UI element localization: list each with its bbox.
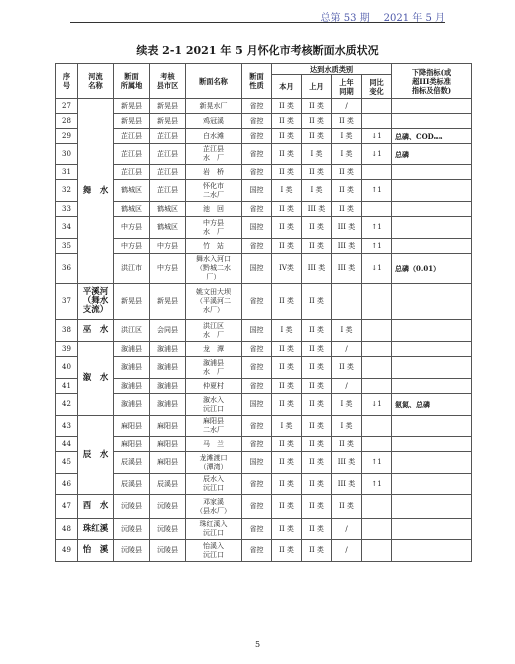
cell-section-nature: 国控: [242, 254, 272, 284]
cell-last-month: III 类: [302, 202, 332, 217]
cell-location: 新晃县: [114, 99, 150, 114]
cell-section-name: 马 兰: [186, 437, 242, 452]
cell-last-month: II 类: [302, 320, 332, 342]
cell-last-month: II 类: [302, 114, 332, 129]
table-row: [56, 540, 472, 562]
cell-last-month: II 类: [302, 379, 332, 394]
cell-last-year: I 类: [332, 129, 362, 144]
cell-section-name: 舞水入河口 （黔城二水 厂）: [186, 254, 242, 284]
cell-assessed-county: 会同县: [150, 320, 186, 342]
cell-section-name: 芷江县 水 厂: [186, 144, 242, 165]
cell-section-name: 姚文田大坝 （平溪河二 水厂）: [186, 284, 242, 320]
cell-section-nature: 省控: [242, 114, 272, 129]
cell-location: 麻阳县: [114, 437, 150, 452]
table-row: [56, 416, 472, 437]
cell-assessed-county: 溆浦县: [150, 357, 186, 379]
cell-assessed-county: 芷江县: [150, 144, 186, 165]
cell-section-nature: 省控: [242, 284, 272, 320]
cell-assessed-county: 新晃县: [150, 99, 186, 114]
cell-section-nature: 省控: [242, 437, 272, 452]
col-header-seq: 序 号: [56, 64, 78, 99]
cell-yoy-change: [362, 202, 392, 217]
cell-indicator: [392, 180, 472, 202]
cell-seq: 36: [56, 254, 78, 284]
cell-section-name: 池 回: [186, 202, 242, 217]
col-header-last-year: 上年 同期: [332, 75, 362, 99]
cell-assessed-county: 新晃县: [150, 284, 186, 320]
cell-assessed-county: 沅陵县: [150, 519, 186, 540]
cell-section-name: 怡溪入 沅江口: [186, 540, 242, 562]
cell-yoy-change: [362, 99, 392, 114]
cell-section-nature: 省控: [242, 165, 272, 180]
cell-seq: 45: [56, 452, 78, 474]
page-number: 5: [254, 640, 261, 649]
cell-assessed-county: 麻阳县: [150, 437, 186, 452]
cell-location: 溆浦县: [114, 394, 150, 416]
cell-yoy-change: [362, 320, 392, 342]
table-row: [56, 144, 472, 165]
cell-this-month: II 类: [272, 202, 302, 217]
cell-indicator: [392, 474, 472, 495]
table-row: [56, 202, 472, 217]
cell-yoy-change: [362, 342, 392, 357]
cell-indicator: [392, 452, 472, 474]
cell-section-name: 珠红溪入 沅江口: [186, 519, 242, 540]
cell-last-month: II 类: [302, 519, 332, 540]
col-header-water-quality-group: 达到水质类别: [272, 64, 392, 75]
table-row: [56, 129, 472, 144]
cell-this-month: II 类: [272, 165, 302, 180]
cell-indicator: [392, 437, 472, 452]
cell-indicator: 氨氮、总磷: [392, 394, 472, 416]
cell-last-month: II 类: [302, 99, 332, 114]
cell-last-month: II 类: [302, 342, 332, 357]
cell-last-year: I 类: [332, 144, 362, 165]
cell-last-year: II 类: [332, 180, 362, 202]
cell-seq: 44: [56, 437, 78, 452]
cell-seq: 35: [56, 239, 78, 254]
cell-location: 溆浦县: [114, 357, 150, 379]
cell-assessed-county: 溆浦县: [150, 342, 186, 357]
table-row: [56, 452, 472, 474]
cell-assessed-county: 辰溪县: [150, 474, 186, 495]
cell-last-year: III 类: [332, 474, 362, 495]
cell-location: 洪江市: [114, 254, 150, 284]
table-row: [56, 254, 472, 284]
cell-location: 鹤城区: [114, 202, 150, 217]
cell-location: 中方县: [114, 239, 150, 254]
cell-section-name: 中方县 水 厂: [186, 217, 242, 239]
cell-yoy-change: ↓1: [362, 144, 392, 165]
col-header-section-nature: 断面 性质: [242, 64, 272, 99]
cell-seq: 32: [56, 180, 78, 202]
table-row: [56, 165, 472, 180]
cell-section-nature: 省控: [242, 474, 272, 495]
cell-last-month: II 类: [302, 284, 332, 320]
cell-location: 中方县: [114, 217, 150, 239]
cell-last-month: II 类: [302, 416, 332, 437]
cell-this-month: II 类: [272, 217, 302, 239]
cell-indicator: [392, 239, 472, 254]
cell-last-month: II 类: [302, 495, 332, 519]
cell-location: 沅陵县: [114, 495, 150, 519]
table-row: [56, 437, 472, 452]
cell-section-nature: 省控: [242, 416, 272, 437]
cell-location: 洪江区: [114, 320, 150, 342]
cell-river: 巫 水: [78, 320, 114, 342]
table-row: [56, 495, 472, 519]
cell-last-month: II 类: [302, 452, 332, 474]
table-row: [56, 379, 472, 394]
cell-indicator: [392, 342, 472, 357]
cell-section-name: 龙滩渡口 （潭湾）: [186, 452, 242, 474]
cell-this-month: II 类: [272, 144, 302, 165]
cell-seq: 49: [56, 540, 78, 562]
cell-assessed-county: 麻阳县: [150, 416, 186, 437]
cell-last-month: I 类: [302, 180, 332, 202]
cell-location: 麻阳县: [114, 416, 150, 437]
issue-date: 2021 年 5 月: [383, 13, 445, 24]
table-row: [56, 217, 472, 239]
cell-indicator: [392, 202, 472, 217]
cell-indicator: [392, 357, 472, 379]
cell-last-year: II 类: [332, 202, 362, 217]
cell-indicator: [392, 495, 472, 519]
cell-last-year: III 类: [332, 452, 362, 474]
cell-this-month: II 类: [272, 342, 302, 357]
table-row: [56, 180, 472, 202]
cell-seq: 29: [56, 129, 78, 144]
cell-this-month: I 类: [272, 320, 302, 342]
cell-last-month: I 类: [302, 144, 332, 165]
cell-last-year: III 类: [332, 239, 362, 254]
cell-location: 芷江县: [114, 129, 150, 144]
cell-indicator: [392, 114, 472, 129]
cell-yoy-change: [362, 379, 392, 394]
cell-section-name: 龙 潭: [186, 342, 242, 357]
cell-section-nature: 省控: [242, 239, 272, 254]
cell-assessed-county: 溆浦县: [150, 394, 186, 416]
cell-section-name: 白水滩: [186, 129, 242, 144]
cell-last-year: II 类: [332, 357, 362, 379]
cell-section-nature: 国控: [242, 320, 272, 342]
cell-last-month: II 类: [302, 357, 332, 379]
cell-last-month: II 类: [302, 474, 332, 495]
cell-section-name: 溆水入 沅江口: [186, 394, 242, 416]
cell-section-name: 辰水入 沅江口: [186, 474, 242, 495]
cell-assessed-county: 中方县: [150, 239, 186, 254]
cell-this-month: I 类: [272, 416, 302, 437]
cell-section-name: 新晃水厂: [186, 99, 242, 114]
cell-river: 辰 水: [78, 416, 114, 495]
cell-river: 舞 水: [78, 99, 114, 284]
cell-yoy-change: ↓1: [362, 394, 392, 416]
cell-section-name: 麻阳县 二水厂: [186, 416, 242, 437]
cell-location: 辰溪县: [114, 474, 150, 495]
cell-yoy-change: ↓1: [362, 129, 392, 144]
cell-location: 芷江县: [114, 165, 150, 180]
cell-last-year: /: [332, 342, 362, 357]
cell-indicator: [392, 165, 472, 180]
cell-yoy-change: ↑1: [362, 180, 392, 202]
cell-indicator: [392, 320, 472, 342]
cell-section-name: 鸡冠溪: [186, 114, 242, 129]
cell-indicator: [392, 519, 472, 540]
cell-section-nature: 省控: [242, 99, 272, 114]
cell-river: 珠红溪: [78, 519, 114, 540]
cell-last-year: I 类: [332, 416, 362, 437]
cell-section-name: 邓家溪 （县水厂）: [186, 495, 242, 519]
cell-river: 怡 溪: [78, 540, 114, 562]
cell-indicator: [392, 284, 472, 320]
cell-section-nature: 国控: [242, 394, 272, 416]
cell-indicator: [392, 416, 472, 437]
cell-river: 酉 水: [78, 495, 114, 519]
cell-this-month: II 类: [272, 540, 302, 562]
cell-assessed-county: 芷江县: [150, 180, 186, 202]
header-rule: [70, 22, 445, 23]
cell-assessed-county: 新晃县: [150, 114, 186, 129]
table-row: [56, 284, 472, 320]
cell-seq: 31: [56, 165, 78, 180]
cell-seq: 42: [56, 394, 78, 416]
cell-this-month: IV类: [272, 254, 302, 284]
cell-seq: 28: [56, 114, 78, 129]
issue-number: 总第 53 期: [320, 13, 370, 24]
cell-last-year: /: [332, 379, 362, 394]
cell-last-year: II 类: [332, 165, 362, 180]
cell-location: 新晃县: [114, 114, 150, 129]
cell-last-year: I 类: [332, 394, 362, 416]
cell-this-month: II 类: [272, 284, 302, 320]
cell-this-month: II 类: [272, 99, 302, 114]
cell-last-year: II 类: [332, 495, 362, 519]
cell-assessed-county: 鹤城区: [150, 217, 186, 239]
cell-location: 沅陵县: [114, 540, 150, 562]
cell-indicator: [392, 540, 472, 562]
col-header-location: 断面 所属地: [114, 64, 150, 99]
cell-last-year: II 类: [332, 114, 362, 129]
cell-location: 辰溪县: [114, 452, 150, 474]
cell-seq: 30: [56, 144, 78, 165]
cell-section-name: 溆浦县 水 厂: [186, 357, 242, 379]
cell-assessed-county: 鹤城区: [150, 202, 186, 217]
cell-last-month: III 类: [302, 254, 332, 284]
cell-location: 新晃县: [114, 284, 150, 320]
cell-seq: 40: [56, 357, 78, 379]
table-row: [56, 357, 472, 379]
cell-section-name: 仲夏村: [186, 379, 242, 394]
cell-location: 溆浦县: [114, 342, 150, 357]
cell-section-nature: 省控: [242, 379, 272, 394]
water-quality-table: [55, 63, 472, 562]
cell-last-month: II 类: [302, 129, 332, 144]
col-header-river: 河流 名称: [78, 64, 114, 99]
cell-yoy-change: [362, 114, 392, 129]
cell-assessed-county: 芷江县: [150, 165, 186, 180]
cell-section-name: 竹 站: [186, 239, 242, 254]
cell-last-month: II 类: [302, 239, 332, 254]
cell-yoy-change: [362, 495, 392, 519]
table-row: [56, 320, 472, 342]
cell-assessed-county: 沅陵县: [150, 495, 186, 519]
cell-indicator: 总磷: [392, 144, 472, 165]
cell-last-year: III 类: [332, 217, 362, 239]
cell-this-month: II 类: [272, 474, 302, 495]
cell-this-month: I 类: [272, 180, 302, 202]
cell-last-month: II 类: [302, 165, 332, 180]
cell-this-month: II 类: [272, 239, 302, 254]
cell-seq: 33: [56, 202, 78, 217]
cell-section-nature: 国控: [242, 217, 272, 239]
cell-last-year: I 类: [332, 320, 362, 342]
cell-section-name: 岩 桥: [186, 165, 242, 180]
col-header-section-name: 断面名称: [186, 64, 242, 99]
cell-seq: 34: [56, 217, 78, 239]
cell-this-month: II 类: [272, 437, 302, 452]
cell-section-nature: 省控: [242, 129, 272, 144]
cell-last-month: II 类: [302, 394, 332, 416]
table-row: [56, 519, 472, 540]
cell-last-year: [332, 284, 362, 320]
cell-yoy-change: [362, 165, 392, 180]
cell-yoy-change: [362, 437, 392, 452]
cell-yoy-change: [362, 416, 392, 437]
cell-section-nature: 省控: [242, 495, 272, 519]
cell-river: 溆 水: [78, 342, 114, 416]
cell-last-month: II 类: [302, 217, 332, 239]
cell-river: 平溪河 （舞水 支流）: [78, 284, 114, 320]
cell-last-year: /: [332, 99, 362, 114]
cell-this-month: II 类: [272, 452, 302, 474]
cell-section-nature: 省控: [242, 342, 272, 357]
cell-location: 溆浦县: [114, 379, 150, 394]
cell-seq: 46: [56, 474, 78, 495]
cell-yoy-change: ↑1: [362, 217, 392, 239]
cell-seq: 27: [56, 99, 78, 114]
cell-assessed-county: 芷江县: [150, 129, 186, 144]
cell-section-nature: 省控: [242, 144, 272, 165]
cell-seq: 41: [56, 379, 78, 394]
cell-yoy-change: [362, 357, 392, 379]
cell-indicator: 总磷、CODₘₙ: [392, 129, 472, 144]
cell-this-month: II 类: [272, 394, 302, 416]
cell-seq: 43: [56, 416, 78, 437]
cell-indicator: [392, 217, 472, 239]
cell-this-month: II 类: [272, 519, 302, 540]
cell-seq: 38: [56, 320, 78, 342]
table-row: [56, 114, 472, 129]
col-header-yoy-change: 同比 变化: [362, 75, 392, 99]
cell-section-nature: 省控: [242, 540, 272, 562]
cell-yoy-change: ↑1: [362, 474, 392, 495]
col-header-this-month: 本月: [272, 75, 302, 99]
cell-last-year: II 类: [332, 437, 362, 452]
cell-this-month: II 类: [272, 129, 302, 144]
cell-yoy-change: ↑1: [362, 452, 392, 474]
cell-indicator: [392, 379, 472, 394]
cell-section-name: 怀化市 二水厂: [186, 180, 242, 202]
cell-this-month: II 类: [272, 114, 302, 129]
table-row: [56, 394, 472, 416]
cell-yoy-change: [362, 519, 392, 540]
cell-last-year: /: [332, 540, 362, 562]
cell-last-month: II 类: [302, 540, 332, 562]
cell-yoy-change: ↑1: [362, 239, 392, 254]
cell-last-year: /: [332, 519, 362, 540]
cell-indicator: [392, 99, 472, 114]
cell-last-year: III 类: [332, 254, 362, 284]
col-header-indicator: 下降指标(或 超III类标准 指标及倍数): [392, 64, 472, 99]
cell-seq: 39: [56, 342, 78, 357]
table-title: 续表 2-1 2021 年 5 月怀化市考核断面水质状况: [136, 44, 379, 57]
cell-assessed-county: 麻阳县: [150, 452, 186, 474]
cell-this-month: II 类: [272, 379, 302, 394]
table-row: [56, 342, 472, 357]
cell-section-nature: 省控: [242, 202, 272, 217]
cell-yoy-change: [362, 540, 392, 562]
cell-section-nature: 省控: [242, 357, 272, 379]
cell-seq: 47: [56, 495, 78, 519]
cell-assessed-county: 中方县: [150, 254, 186, 284]
table-row: [56, 99, 472, 114]
cell-seq: 37: [56, 284, 78, 320]
cell-last-month: II 类: [302, 437, 332, 452]
cell-this-month: II 类: [272, 357, 302, 379]
cell-location: 芷江县: [114, 144, 150, 165]
table-row: [56, 474, 472, 495]
cell-assessed-county: 沅陵县: [150, 540, 186, 562]
cell-section-nature: 国控: [242, 180, 272, 202]
cell-section-nature: 省控: [242, 519, 272, 540]
cell-yoy-change: [362, 284, 392, 320]
col-header-assessed-county: 考核 县市区: [150, 64, 186, 99]
col-header-last-month: 上月: [302, 75, 332, 99]
cell-section-name: 洪江区 水 厂: [186, 320, 242, 342]
cell-section-nature: 国控: [242, 452, 272, 474]
cell-assessed-county: 溆浦县: [150, 379, 186, 394]
cell-seq: 48: [56, 519, 78, 540]
cell-location: 沅陵县: [114, 519, 150, 540]
table-row: [56, 239, 472, 254]
cell-yoy-change: ↓1: [362, 254, 392, 284]
cell-location: 鹤城区: [114, 180, 150, 202]
cell-this-month: II 类: [272, 495, 302, 519]
cell-indicator: 总磷（0.01）: [392, 254, 472, 284]
